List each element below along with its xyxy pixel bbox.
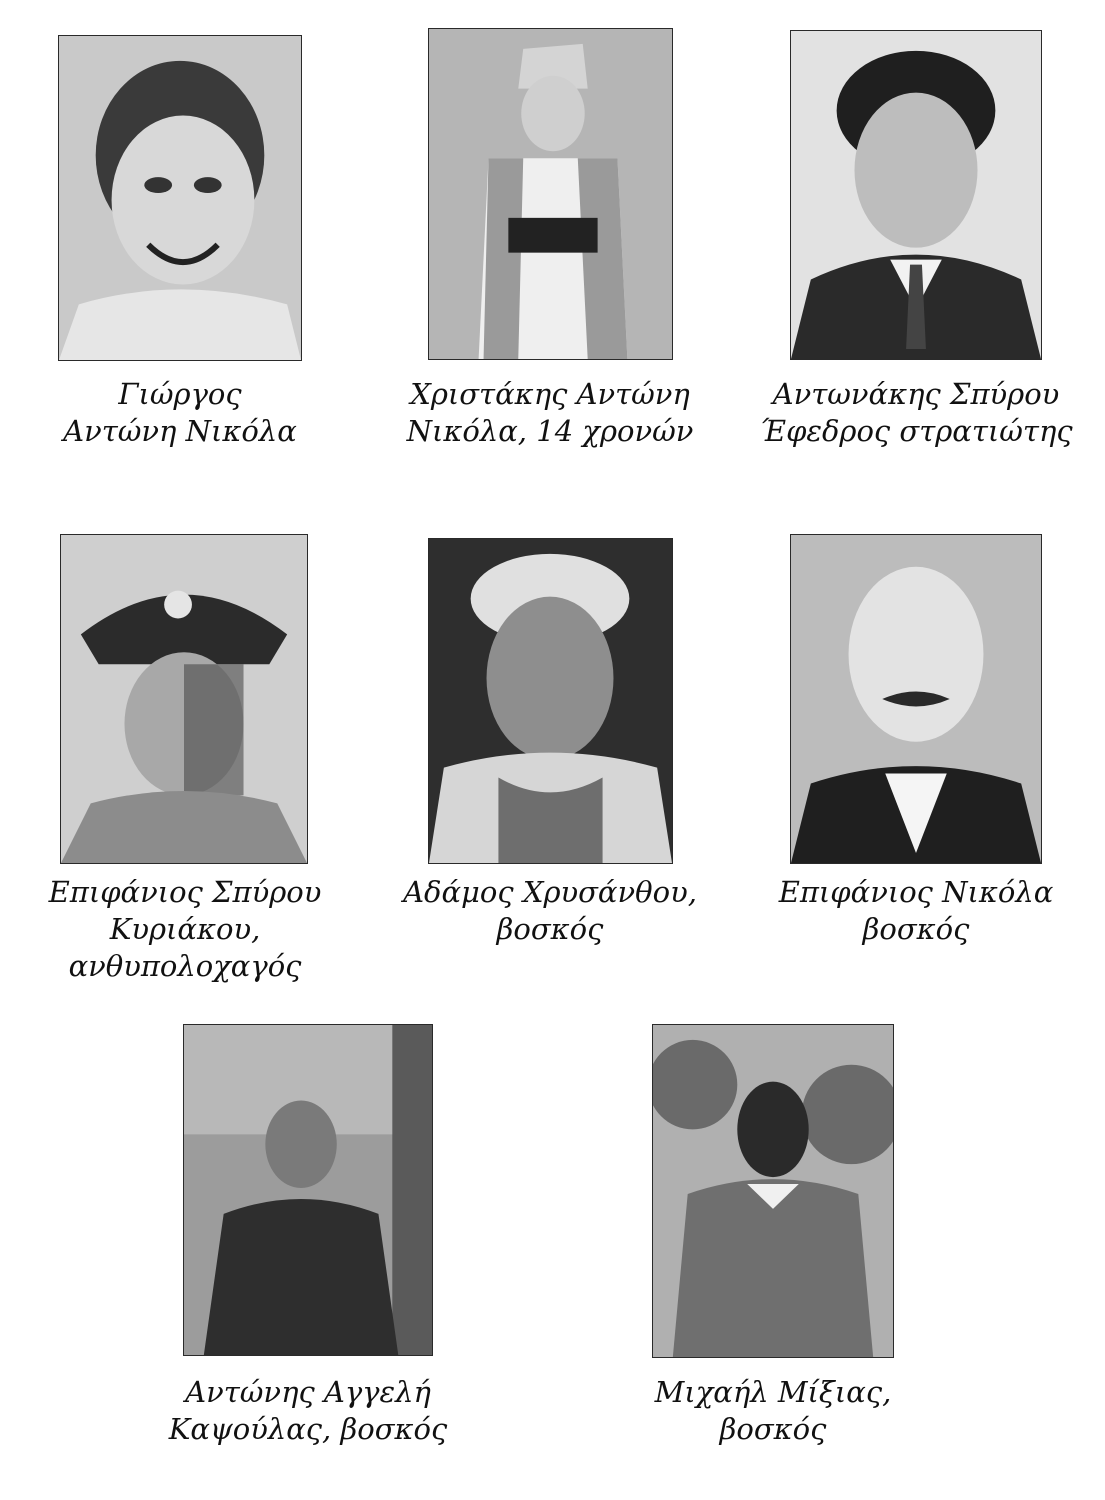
caption-name: Επιφάνιος Νικόλα <box>778 875 1054 909</box>
caption-1 <box>30 376 330 450</box>
caption-detail: βοσκός <box>719 1412 827 1446</box>
portrait-officer-uniform-icon <box>61 535 307 863</box>
caption-detail: Κυριάκου, <box>109 912 261 946</box>
portrait-photo-1 <box>58 35 302 361</box>
caption-detail: Καψούλας, βοσκός <box>168 1412 448 1446</box>
caption-7 <box>158 1374 458 1448</box>
portrait-photo-6 <box>790 534 1042 864</box>
portrait-young-man-suit-icon <box>791 31 1041 359</box>
caption-detail: Έφεδρος στρατιώτης <box>760 414 1073 448</box>
caption-name: Γιώργος <box>118 377 242 411</box>
portrait-old-man-icon <box>429 539 672 863</box>
caption-6 <box>760 874 1072 948</box>
portrait-man-blurred-icon <box>184 1025 432 1355</box>
caption-name: Αντωνάκης Σπύρου <box>772 377 1060 411</box>
caption-detail: Νικόλα, 14 χρονών <box>406 414 694 448</box>
caption-name: Μιχαήλ Μίξιας, <box>654 1375 892 1409</box>
caption-detail: βοσκός <box>862 912 970 946</box>
portrait-photo-8 <box>652 1024 894 1358</box>
portrait-photo-7 <box>183 1024 433 1356</box>
caption-name: Χριστάκης Αντώνη <box>410 377 690 411</box>
portrait-man-standing-icon <box>653 1025 893 1357</box>
portrait-photo-3 <box>790 30 1042 360</box>
caption-detail: Αντώνη Νικόλα <box>63 414 297 448</box>
caption-detail-2: ανθυπολοχαγός <box>68 949 302 983</box>
caption-3 <box>760 376 1072 450</box>
portrait-photo-2 <box>428 28 673 360</box>
portrait-photo-4 <box>60 534 308 864</box>
caption-name: Αντώνης Αγγελή <box>185 1375 431 1409</box>
caption-4 <box>20 874 350 985</box>
caption-5 <box>400 874 700 948</box>
portrait-boy-traditional-costume-icon <box>429 29 672 359</box>
portrait-photo-5 <box>428 538 673 864</box>
caption-2 <box>400 376 700 450</box>
portrait-boy-smiling-icon <box>59 36 301 360</box>
caption-detail: βοσκός <box>496 912 604 946</box>
caption-8 <box>623 1374 923 1448</box>
caption-name: Επιφάνιος Σπύρου <box>48 875 322 909</box>
caption-name: Αδάμος Χρυσάνθου, <box>403 875 697 909</box>
portrait-man-moustache-icon <box>791 535 1041 863</box>
